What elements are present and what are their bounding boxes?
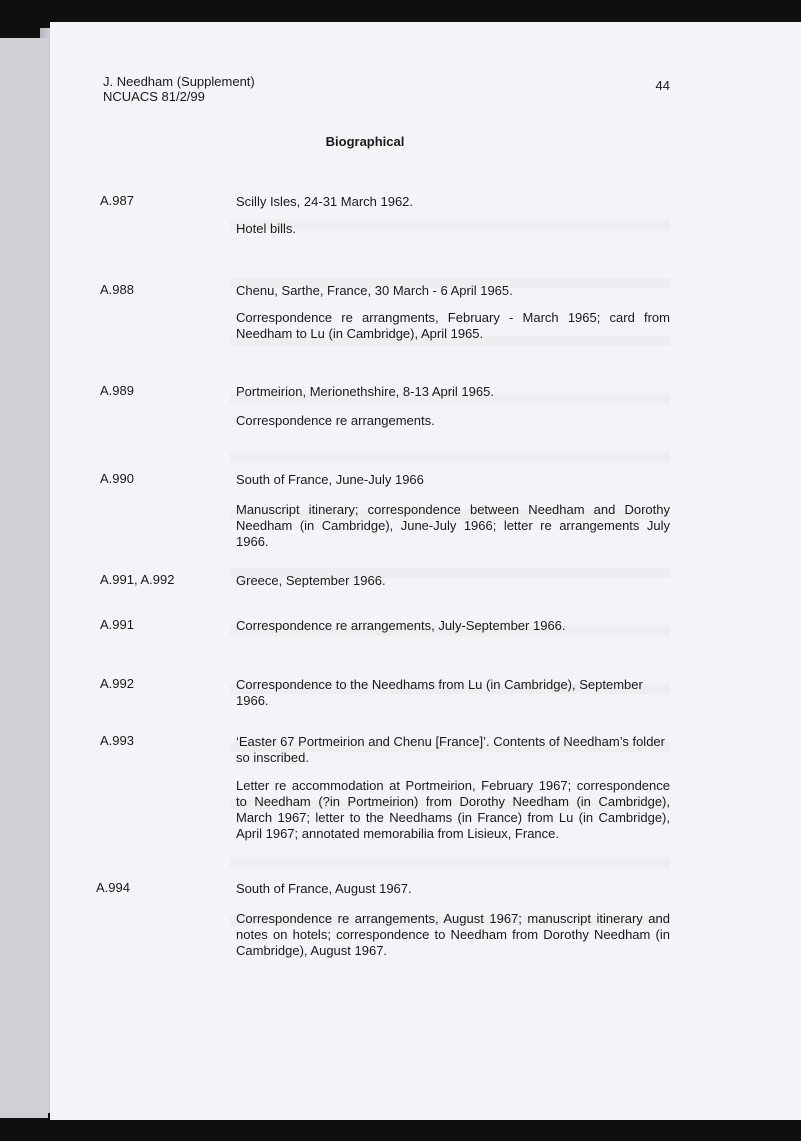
entry-ref: A.994 [96,880,130,895]
entry-title: Greece, September 1966. [236,573,386,588]
entry-title: South of France, June-July 1966 [236,472,424,487]
entry-description: Correspondence re arrangements, August 1967; manuscript itinerary and notes on hotels; correspondence to Needham from Dorothy Needham (in Cambridge), August 1967. [236,911,670,958]
page-header [103,74,255,104]
entry-description: Hotel bills. [236,221,296,236]
entry-title: ‘Easter 67 Portmeirion and Chenu [France]’. Contents of Needham’s folder so inscribed. [236,734,665,765]
entry-title: Scilly Isles, 24-31 March 1962. [236,194,414,209]
entry-title: Portmeirion, Merionethshire, 8-13 April 1965. [236,384,494,399]
entry-ref: A.988 [100,282,134,297]
entry-description: Correspondence re arrangements. [236,413,435,428]
entry-ref: A.990 [100,471,134,486]
entry-title: Correspondence to the Needhams from Lu (in Cambridge), September 1966. [236,677,643,708]
section-title: Biographical [325,134,405,149]
entry-title: Correspondence re arrangements, July-September 1966. [236,618,566,633]
entry-ref: A.989 [100,383,134,398]
entry-description: Manuscript itinerary; correspondence between Needham and Dorothy Needham (in Cambridge), June-July 1966; letter re arrangements July 1966. [236,502,670,549]
entry-ref: A.991 [100,617,134,632]
entry-description: Correspondence re arrangments, February - March 1965; card from Needham to Lu (in Cambridge), April 1965. [236,310,670,341]
entry-ref: A.987 [100,193,134,208]
page-number: 44 [655,78,670,93]
header-title: J. Needham (Supplement) [103,74,255,89]
entry-ref: A.991, A.992 [100,572,175,587]
entry-title: South of France, August 1967. [236,881,412,896]
entry-description: Letter re accommodation at Portmeirion, February 1967; correspondence to Needham (?in Portmeirion) from Dorothy Needham (in Cambridge), March 1967; letter to the Needhams (in France) from Lu (in Cambridge), April 1967; annotated memorabilia from Lisieux, France. [236,778,670,841]
entry-ref: A.993 [100,733,134,748]
entry-ref: A.992 [100,676,134,691]
left-page-edge [0,38,48,1118]
entry-title: Chenu, Sarthe, France, 30 March - 6 April 1965. [236,283,513,298]
header-reference: NCUACS 81/2/99 [103,89,205,104]
